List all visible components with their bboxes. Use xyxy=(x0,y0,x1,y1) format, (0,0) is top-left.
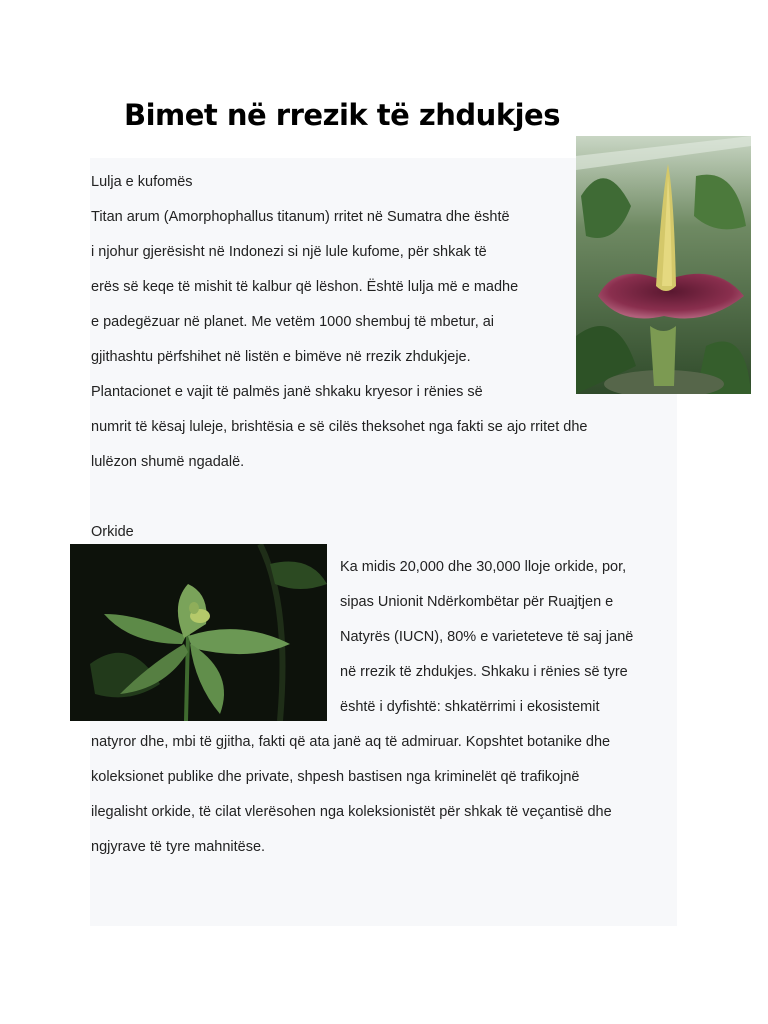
paragraph-line: sipas Unionit Ndërkombëtar për Ruajtjen e xyxy=(340,594,614,610)
corpse-flower-icon xyxy=(576,136,751,394)
paragraph-line: Natyrës (IUCN), 80% e varieteteve të saj janë xyxy=(340,629,634,645)
corpse-flower-image xyxy=(576,136,751,394)
paragraph-line: ilegalisht orkide, të cilat vlerësohen nga koleksionistët për shkak të veçantisë dhe xyxy=(91,804,612,820)
paragraph-line: gjithashtu përfshihet në listën e bimëve në rrezik zhdukjeje. xyxy=(91,349,471,365)
paragraph-line: lulëzon shumë ngadalë. xyxy=(91,454,245,470)
paragraph-line: Plantacionet e vajit të palmës janë shkaku kryesor i rënies së xyxy=(91,384,483,400)
orchid-image xyxy=(70,544,327,721)
paragraph-line: i njohur gjerësisht në Indonezi si një lule kufome, për shkak të xyxy=(91,244,487,260)
orchid-icon xyxy=(70,544,327,721)
paragraph-line: Titan arum (Amorphophallus titanum) rritet në Sumatra dhe është xyxy=(91,209,510,225)
paragraph-line: ngjyrave të tyre mahnitëse. xyxy=(91,839,266,855)
paragraph-line: Ka midis 20,000 dhe 30,000 lloje orkide, por, xyxy=(340,559,627,575)
paragraph-line: e padegëzuar në planet. Me vetëm 1000 shembuj të mbetur, ai xyxy=(91,314,495,330)
paragraph-line: koleksionet publike dhe private, shpesh bastisen nga kriminelët që trafikojnë xyxy=(91,769,580,785)
page-title: Bimet në rrezik të zhdukjes xyxy=(124,98,560,132)
paragraph-line: natyror dhe, mbi të gjitha, fakti që ata janë aq të admiruar. Kopshtet botanike dhe xyxy=(91,734,611,750)
paragraph-line: numrit të kësaj luleje, brishtësia e së cilës theksohet nga fakti se ajo rritet dhe xyxy=(91,419,588,435)
paragraph-line: është i dyfishtë: shkatërrimi i ekosistemit xyxy=(340,699,600,715)
section-heading-corpse-flower: Lulja e kufomës xyxy=(91,174,193,190)
paragraph-line: në rrezik të zhdukjes. Shkaku i rënies së tyre xyxy=(340,664,628,680)
paragraph-line: erës së keqe të mishit të kalbur që lëshon. Është lulja më e madhe xyxy=(91,279,519,295)
section-heading-orchid: Orkide xyxy=(91,524,134,540)
